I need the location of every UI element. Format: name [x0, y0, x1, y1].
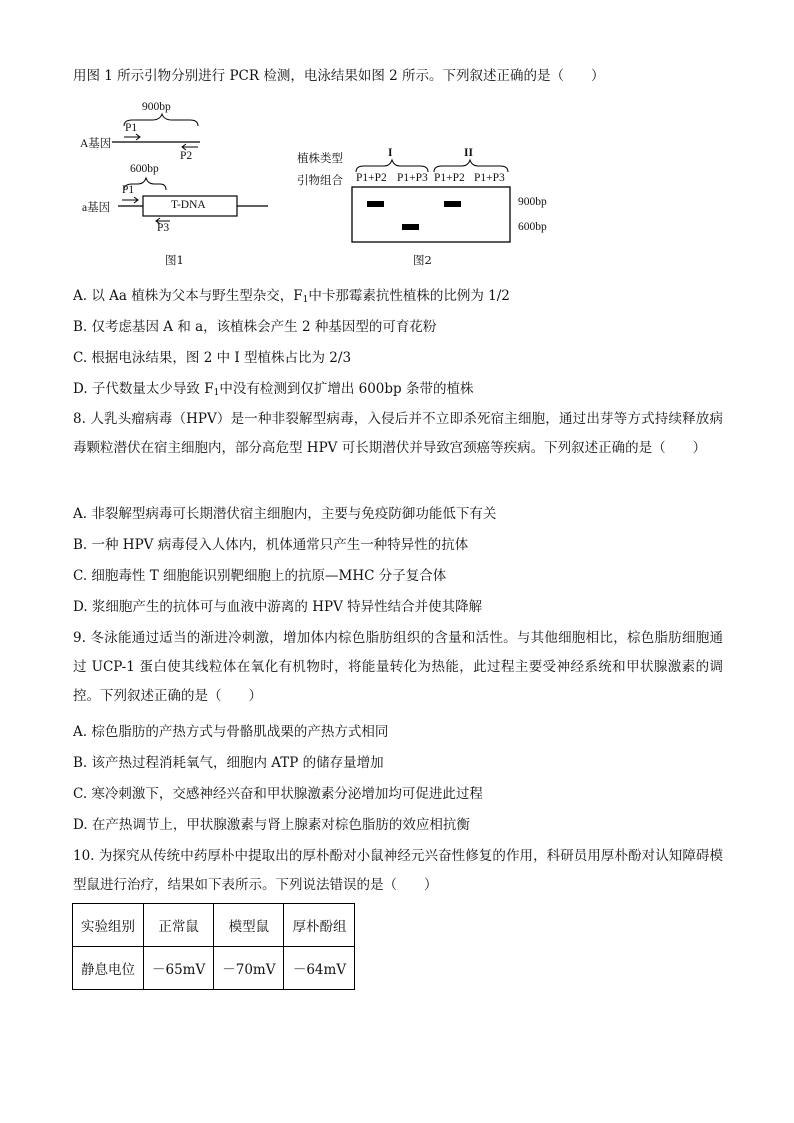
- label-lane1: P1+P2: [356, 172, 387, 184]
- q9-option-a: A. 棕色脂肪的产热方式与骨骼肌战栗的产热方式相同: [73, 724, 389, 740]
- label-gene-a: a基因: [82, 202, 111, 214]
- band-600-lane2: [402, 224, 419, 230]
- caption-fig2: 图2: [413, 253, 432, 267]
- q7-option-c: C. 根据电泳结果，图 2 中 I 型植株占比为 2/3: [73, 350, 352, 366]
- label-p2: P2: [180, 150, 193, 162]
- table-header-row: [73, 904, 355, 947]
- q8-stem: 8. 人乳头瘤病毒（HPV）是一种非裂解型病毒，入侵后并不立即杀死宿主细胞，通过出芽等方式持续释放病毒颗粒潜伏在宿主细胞内，部分高危型 HPV 可长期潜伏并导致宫颈癌等疾病。下列叙述正确的是（ ）: [73, 411, 723, 456]
- table-cell: －65mV: [144, 947, 214, 990]
- label-900bp: 900bp: [142, 101, 171, 113]
- table-header-cell: 厚朴酚组: [284, 904, 355, 947]
- label-p1: P1: [125, 122, 138, 134]
- q8-option-d: D. 浆细胞产生的抗体可与血液中游离的 HPV 特异性结合并使其降解: [73, 599, 483, 615]
- q9-stem: 9. 冬泳能通过适当的渐进冷刺激，增加体内棕色脂肪组织的含量和活性。与其他细胞相比，棕色脂肪细胞通过 UCP-1 蛋白使其线粒体在氧化有机物时，将能量转化为热能，此过程主要受神经系统和甲状腺激素的调控。下列叙述正确的是（ ）: [73, 630, 723, 704]
- band-900-lane3: [444, 201, 461, 207]
- table-header-cell: 实验组别: [73, 904, 144, 947]
- table-cell: 静息电位: [73, 947, 144, 990]
- figure-graphics: [0, 0, 794, 270]
- results-table: [72, 903, 355, 990]
- q9-option-c: C. 寒冷刺激下，交感神经兴奋和甲状腺激素分泌增加均可促进此过程: [73, 786, 483, 802]
- label-plant-type: 植株类型: [297, 153, 343, 165]
- q8-option-c: C. 细胞毒性 T 细胞能识别靶细胞上的抗原—MHC 分子复合体: [73, 568, 447, 584]
- brace-group2: [434, 160, 508, 172]
- caption-fig1: 图1: [165, 253, 184, 267]
- table-cell: －64mV: [284, 947, 355, 990]
- label-lane4: P1+P3: [474, 172, 505, 184]
- q9-option-d: D. 在产热调节上，甲状腺激素与肾上腺素对棕色脂肪的效应相抗衡: [73, 817, 470, 833]
- label-tdna: T-DNA: [171, 199, 206, 211]
- label-primer-combo: 引物组合: [297, 175, 343, 187]
- q8-option-b: B. 一种 HPV 病毒侵入人体内，机体通常只产生一种特异性的抗体: [73, 537, 469, 553]
- label-p1b: P1: [122, 184, 135, 196]
- table-cell: －70mV: [214, 947, 284, 990]
- label-group1: I: [388, 147, 393, 159]
- label-band-600: 600bp: [518, 221, 547, 233]
- gel-box: [352, 187, 510, 242]
- label-600bp: 600bp: [130, 163, 159, 175]
- brace-group1: [356, 160, 428, 172]
- table-header-cell: 模型鼠: [214, 904, 284, 947]
- band-900-lane1: [367, 201, 384, 207]
- label-lane3: P1+P2: [434, 172, 465, 184]
- q7-option-a: A. 以 Aa 植株为父本与野生型杂交，$F_1$中卡那霉素抗性植株的比例为 1/2: [73, 288, 510, 305]
- question-intro: 用图 1 所示引物分别进行 PCR 检测，电泳结果如图 2 所示。下列叙述正确的是（ ）: [73, 68, 605, 84]
- label-group2: II: [464, 147, 473, 159]
- q10-stem: 10. 为探究从传统中药厚朴中提取出的厚朴酚对小鼠神经元兴奋性修复的作用，科研员用厚朴酚对认知障碍模型鼠进行治疗，结果如下表所示。下列说法错误的是（ ）: [73, 848, 723, 893]
- label-p3: P3: [157, 222, 170, 234]
- label-band-900: 900bp: [518, 196, 547, 208]
- label-lane2: P1+P3: [397, 172, 428, 184]
- q9-option-b: B. 该产热过程消耗氧气，细胞内 ATP 的储存量增加: [73, 755, 384, 771]
- q7-option-d: D. 子代数量太少导致 $F_1$中没有检测到仅扩增出 600bp 条带的植株: [73, 381, 474, 398]
- table-header-cell: 正常鼠: [144, 904, 214, 947]
- q8-option-a: A. 非裂解型病毒可长期潜伏宿主细胞内，主要与免疫防御功能低下有关: [73, 506, 497, 522]
- table-row: [73, 947, 355, 990]
- q7-option-b: B. 仅考虑基因 A 和 a，该植株会产生 2 种基因型的可育花粉: [73, 319, 437, 335]
- label-gene-A: A基因: [80, 138, 112, 150]
